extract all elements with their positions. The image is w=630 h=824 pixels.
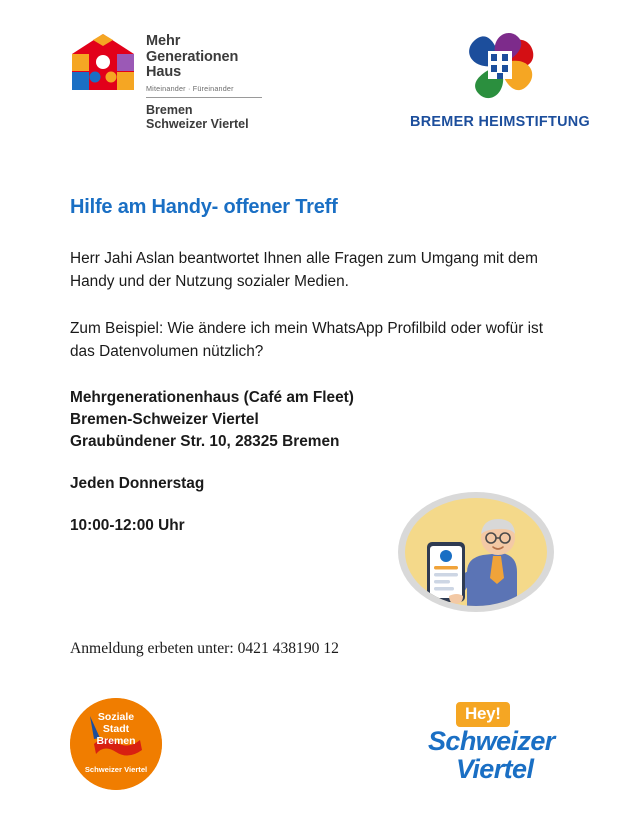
hey-badge: Hey!: [456, 702, 510, 727]
ssb-line-1: Soziale: [97, 711, 135, 723]
viertel-wordmark: Viertel: [456, 754, 534, 784]
bremer-heimstiftung-name: BREMER HEIMSTIFTUNG: [410, 114, 590, 130]
hey-schweizer-viertel-logo: [428, 702, 568, 786]
description-paragraph-1: Herr Jahi Aslan beantwortet Ihnen alle Fragen zum Umgang mit dem Handy und der Nutzung sozialer Medien.: [70, 250, 538, 290]
page-title: Hilfe am Handy- offener Treff: [70, 196, 338, 218]
mgh-line-2: Generationen: [146, 48, 239, 65]
mehrgenerationenhaus-logo-icon: [70, 32, 136, 92]
footer: [0, 690, 630, 800]
mgh-line-3: Haus: [146, 64, 182, 80]
soziale-stadt-bremen-logo: [70, 698, 162, 790]
ssb-line-3: Bremen: [96, 735, 136, 747]
mgh-tagline: Miteinander · Füreinander: [146, 83, 234, 93]
registration-note: Anmeldung erbeten unter: 0421 438190 12: [70, 640, 339, 657]
address-line-2: Bremen-Schweizer Viertel: [70, 411, 259, 428]
address-line-1: Mehrgenerationenhaus (Café am Fleet): [70, 389, 354, 406]
venue-address: [70, 387, 570, 453]
mehrgenerationenhaus-logo: [70, 32, 262, 132]
description-paragraph-2: Zum Beispiel: Wie ändere ich mein WhatsApp Profilbild oder wofür ist das Datenvolumen nützlich?: [70, 320, 544, 360]
mgh-line-1: Mehr: [146, 33, 181, 49]
bremer-heimstiftung-logo: [400, 24, 600, 130]
mgh-divider: [146, 97, 262, 98]
event-time: 10:00-12:00 Uhr: [70, 517, 185, 534]
senior-with-smartphone-illustration: [398, 492, 554, 612]
address-line-3: Graubündener Str. 10, 28325 Bremen: [70, 433, 340, 450]
ssb-line-4: Schweizer Viertel: [84, 765, 148, 774]
illustration-body: [405, 498, 547, 606]
mehrgenerationenhaus-wordmark: [146, 32, 262, 132]
event-day: Jeden Donnerstag: [70, 475, 205, 492]
mgh-location-line-2: Schweizer Viertel: [146, 117, 249, 131]
ssb-line-2: Stadt: [102, 723, 130, 735]
bremer-heimstiftung-logo-icon: [459, 24, 541, 106]
schweizer-wordmark: Schweizer: [428, 726, 555, 756]
header: [0, 18, 630, 138]
mgh-location-line-1: Bremen: [146, 102, 193, 117]
main-content: [70, 196, 570, 535]
